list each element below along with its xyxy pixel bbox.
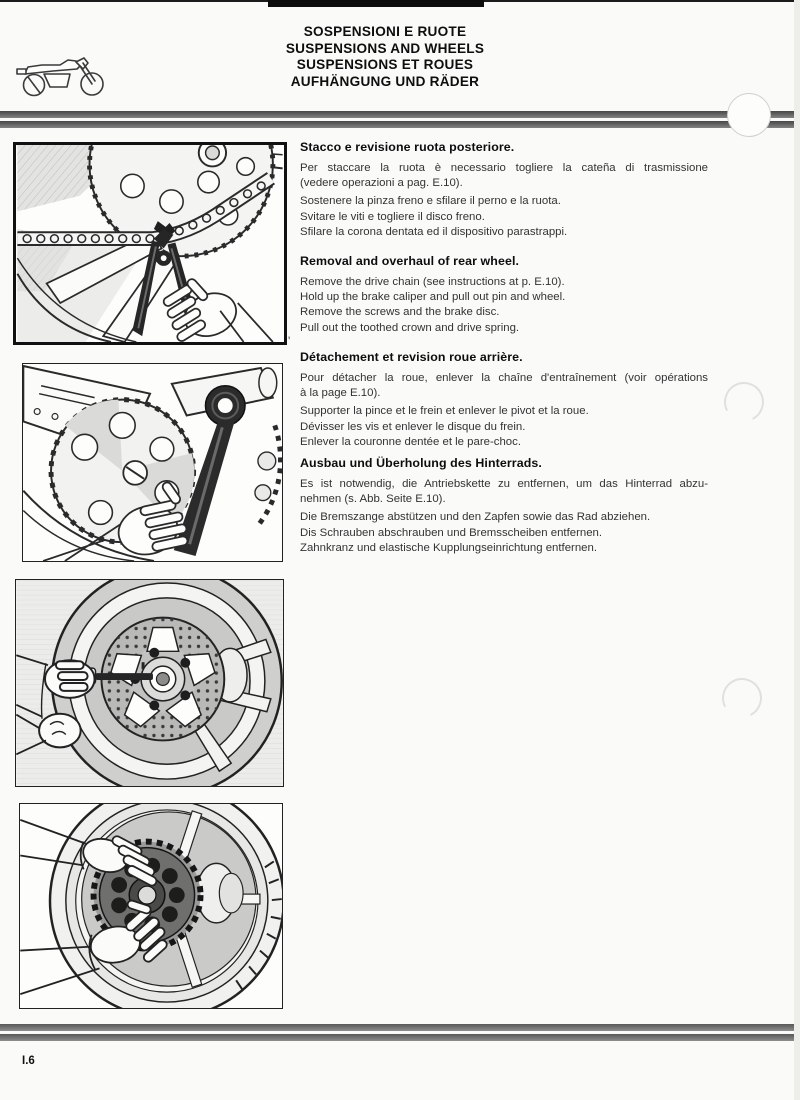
text-line: Die Bremszange abstützen und den Zapfen sowie das Rad abziehen.	[300, 511, 651, 524]
figure-brake-disc-removal	[15, 579, 284, 787]
section-english	[300, 253, 708, 336]
text-line: Pull out the toothed crown and drive spring.	[300, 321, 520, 334]
text-line: nehmen (s. Abb. Seite E.10).	[300, 493, 446, 506]
page-title-line-de: AUFHÄNGUNG UND RÄDER	[290, 73, 480, 89]
text-line: (vedere operazioni a pag. E.10).	[300, 177, 463, 190]
header-rule-top	[0, 111, 794, 118]
hole-punch	[727, 93, 771, 137]
text-line: Sostenere la pinza freno e sfilare il perno e la ruota.	[300, 195, 561, 208]
text-line: Dévisser les vis et enlever le disque du frein.	[300, 420, 526, 433]
section-heading-en: Removal and overhaul of rear wheel.	[300, 254, 520, 268]
section-heading-fr: Détachement et revision roue arrière.	[300, 350, 523, 364]
page-title-line-fr: SUSPENSIONS ET ROUES	[296, 57, 474, 72]
section-heading-de: Ausbau und Überholung des Hinterrads.	[300, 456, 542, 470]
chain-pliers-illustration	[16, 145, 284, 342]
scan-stray-mark: '	[288, 334, 291, 348]
section-heading-it: Stacco e revisione ruota posteriore.	[300, 140, 515, 154]
page-title-line-it: SOSPENSIONI E RUOTE	[303, 24, 467, 39]
sprocket-removal-illustration	[20, 804, 282, 1008]
motorcycle-icon	[14, 48, 110, 98]
header-rule-bottom	[0, 121, 794, 128]
text-line: Remove the screws and the brake disc.	[300, 306, 500, 319]
scan-edge-bar	[268, 0, 484, 7]
faint-hole-punch	[717, 673, 767, 723]
text-line: Es ist notwendig, die Antriebskette zu entfernen, um das Hinterrad abzu-	[300, 478, 708, 490]
page-number: I.6	[22, 1055, 35, 1067]
section-italian	[300, 139, 708, 240]
section-german	[300, 455, 708, 556]
figure-rear-wheel-chain-pliers	[13, 142, 287, 345]
figure-axle-wrench	[22, 363, 283, 562]
footer-rule-bottom	[0, 1034, 794, 1041]
section-french	[300, 349, 708, 450]
page-title	[150, 24, 620, 90]
faint-hole-punch	[719, 377, 769, 427]
text-line: Svitare le viti e togliere il disco freno.	[300, 210, 485, 223]
text-line: Remove the drive chain (see instructions at p. E.10).	[300, 276, 565, 288]
text-line: Zahnkranz und elastische Kupplungseinrichtung entfernen.	[300, 541, 597, 554]
text-line: Per staccare la ruota è necessario togliere la cateña di trasmissione	[300, 162, 708, 174]
text-line: Enlever la couronne dentée et le pare-choc.	[300, 435, 521, 448]
text-line: Pour détacher la roue, enlever la chaîne d'entraînement (voir opérations	[300, 372, 708, 384]
footer-rule-top	[0, 1024, 794, 1031]
figure-sprocket-removal	[19, 803, 283, 1009]
text-line: Dis Schrauben abschrauben und Bremsscheiben entfernen.	[300, 526, 603, 539]
axle-wrench-illustration	[23, 364, 282, 561]
text-line: Sfilare la corona dentata ed il dispositivo parastrappi.	[300, 225, 568, 238]
text-line: Hold up the brake caliper and pull out pin and wheel.	[300, 291, 566, 304]
text-line: à la page E.10).	[300, 387, 381, 400]
page-title-line-en: SUSPENSIONS AND WHEELS	[285, 40, 485, 56]
text-line: Supporter la pince et le frein et enlever le pivot et la roue.	[300, 405, 589, 418]
page-right-edge	[794, 0, 800, 1100]
brake-disc-removal-illustration	[16, 580, 283, 786]
